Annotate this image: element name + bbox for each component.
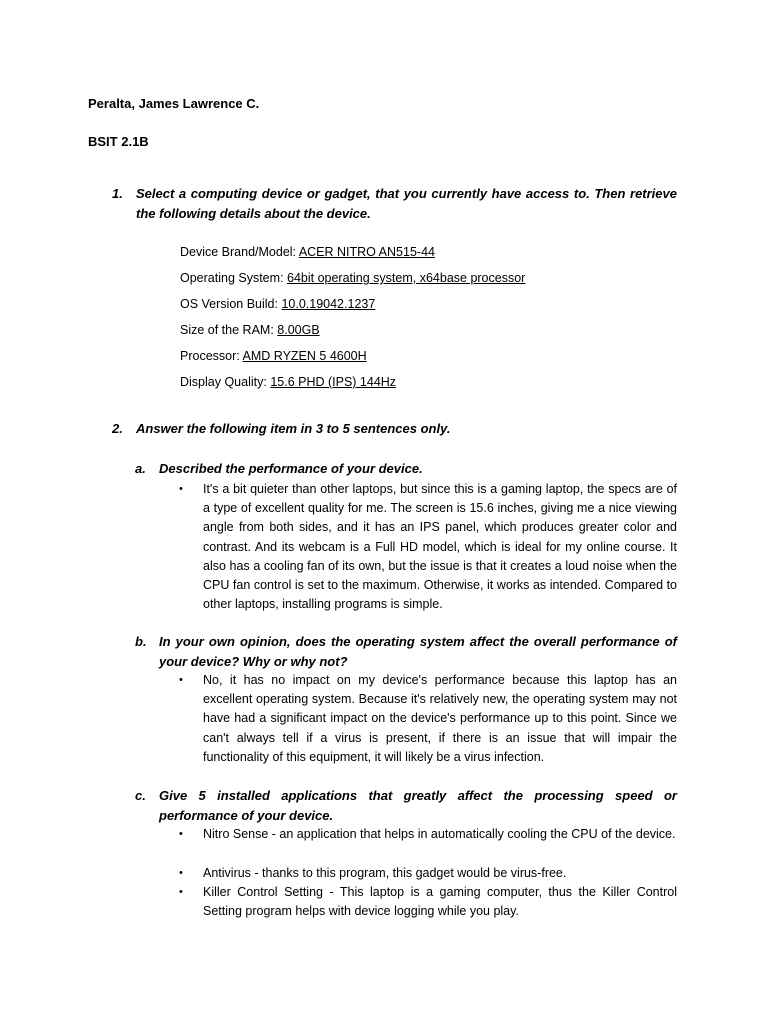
- detail-device-model: [180, 242, 435, 262]
- answer-b-text: No, it has no impact on my device's performance because this laptop has an excellent operating system. Because it's relatively new, the operating system may not have had a significant impact on the device's performance up to this point. Since we can't always tell if a virus is present, if there is an issue that will impair the functionality of this equipment, it will likely be a virus infection.: [203, 673, 677, 764]
- detail-os-version: [180, 294, 375, 314]
- detail-label: OS Version Build:: [180, 297, 282, 311]
- detail-value: 64bit operating system, x64base processor: [287, 271, 526, 285]
- question-1-number: 1.: [112, 186, 123, 201]
- answer-a-bullet: [179, 480, 677, 614]
- detail-label: Display Quality:: [180, 375, 271, 389]
- answer-b-bullet: [179, 671, 677, 767]
- answer-c-text-3: Killer Control Setting - This laptop is a gaming computer, thus the Killer Control Setting program helps with device logging while you play.: [203, 885, 677, 919]
- student-section: BSIT 2.1B: [88, 134, 149, 149]
- detail-value: 8.00GB: [277, 323, 320, 337]
- bullet-marker: •: [179, 828, 183, 840]
- question-2-number: 2.: [112, 421, 123, 436]
- question-1-text: Select a computing device or gadget, that you currently have access to. Then retrieve the following details about the device.: [136, 186, 677, 221]
- detail-label: Size of the RAM:: [180, 323, 278, 337]
- subquestion-b-letter: b.: [135, 634, 147, 649]
- detail-value: 10.0.19042.1237: [281, 297, 376, 311]
- answer-c-bullet-3: [179, 883, 677, 921]
- answer-c-bullet-2: [179, 864, 677, 883]
- detail-display-quality: [180, 372, 396, 392]
- bullet-marker: •: [179, 886, 183, 898]
- subquestion-c-text: Give 5 installed applications that greatly affect the processing speed or performance of your device.: [159, 788, 677, 823]
- answer-a-text: It's a bit quieter than other laptops, but since this is a gaming laptop, the specs are of a type of excellent quality for me. The screen is 15.6 inches, giving me a nice viewing angle from both sides, and it has an IPS panel, which produces greater color and contrast. And its webcam is a Full HD model, which is ideal for my online course. It also has a cooling fan of its own, but the issue is that it creates a loud noise when the CPU fan control is set to the maximum. Otherwise, it works as intended. Compared to other laptops, installing programs is simple.: [203, 482, 677, 612]
- detail-label: Processor:: [180, 349, 243, 363]
- detail-processor: [180, 346, 367, 366]
- subquestion-b-text: In your own opinion, does the operating system affect the overall performance of your device? Why or why not?: [159, 634, 677, 669]
- question-2: [112, 419, 677, 439]
- subquestion-a: [135, 459, 677, 479]
- detail-value: ACER NITRO AN515-44: [298, 245, 435, 259]
- subquestion-a-letter: a.: [135, 461, 146, 476]
- subquestion-c-letter: c.: [135, 788, 146, 803]
- detail-value: 15.6 PHD (IPS) 144Hz: [270, 375, 397, 389]
- subquestion-c: [135, 786, 677, 826]
- answer-c-text-1: Nitro Sense - an application that helps in automatically cooling the CPU of the device.: [203, 827, 676, 841]
- question-2-text: Answer the following item in 3 to 5 sentences only.: [136, 421, 451, 436]
- bullet-marker: •: [179, 867, 183, 879]
- bullet-marker: •: [179, 674, 183, 686]
- answer-c-bullet-1: [179, 825, 677, 844]
- answer-c-text-2: Antivirus - thanks to this program, this gadget would be virus-free.: [203, 866, 567, 880]
- student-name: Peralta, James Lawrence C.: [88, 96, 260, 111]
- question-1: [112, 184, 677, 224]
- subquestion-a-text: Described the performance of your device.: [159, 461, 423, 476]
- detail-operating-system: [180, 268, 525, 288]
- detail-label: Operating System:: [180, 271, 287, 285]
- bullet-marker: •: [179, 483, 183, 495]
- detail-label: Device Brand/Model:: [180, 245, 299, 259]
- detail-value: AMD RYZEN 5 4600H: [242, 349, 367, 363]
- subquestion-b: [135, 632, 677, 672]
- detail-ram-size: [180, 320, 320, 340]
